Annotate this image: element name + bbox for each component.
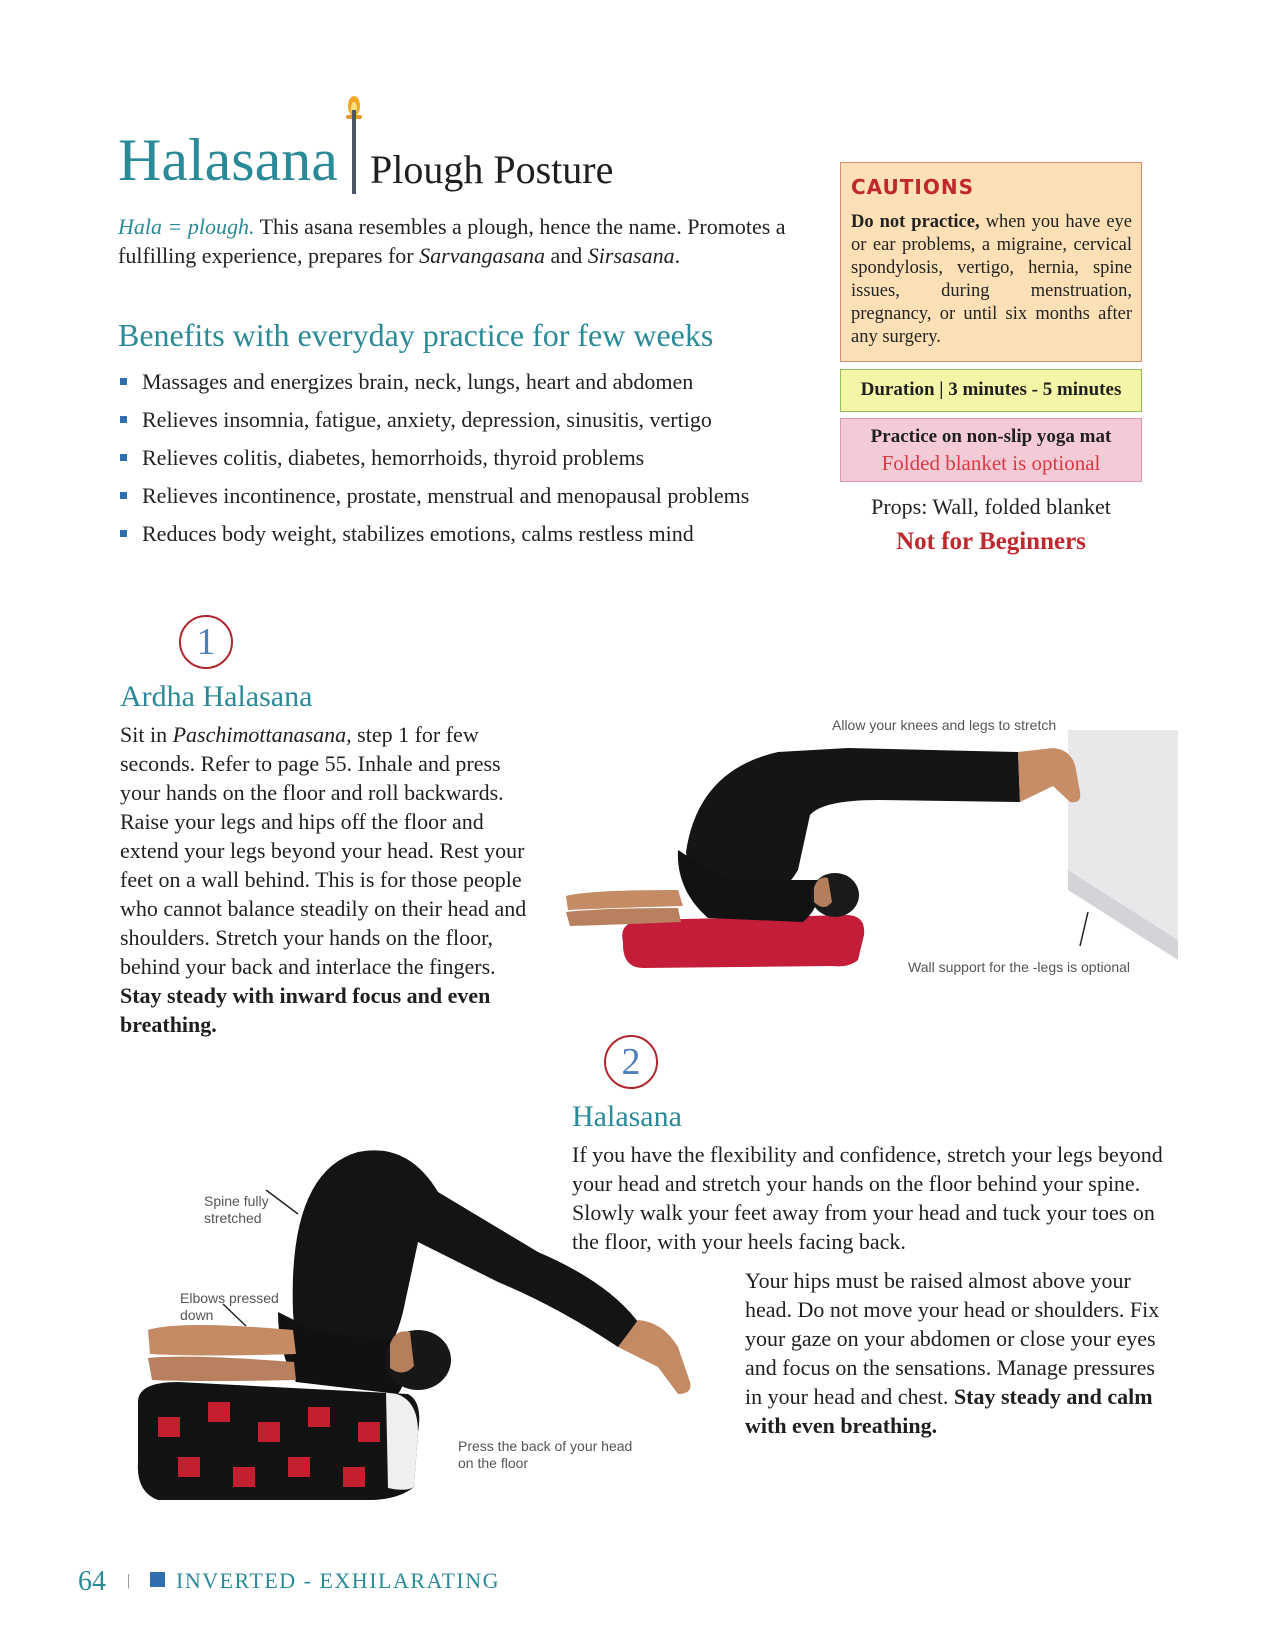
step-1-pose: Paschimottanasana,	[172, 722, 352, 747]
benefit-item	[118, 520, 818, 558]
step-1-text: Sit in	[120, 722, 173, 747]
step-1-instructions	[120, 720, 532, 1039]
cautions-bold: Do not practice,	[851, 212, 980, 232]
cautions-text	[851, 211, 1132, 349]
bullet-square-icon	[120, 454, 127, 461]
benefit-item	[118, 482, 818, 520]
step-2-marker: 2	[604, 1035, 658, 1089]
caption-spine-stretched: Spine fully stretched	[204, 1193, 269, 1226]
intro-pose-1: Sarvangasana	[419, 243, 546, 268]
page-number: 64	[78, 1566, 106, 1597]
cautions-body: when you have eye or ear problems, a migraine, cervical spondylosis, vertigo, hernia, spine issues, during menstruation, pregnancy, or until six months after any surgery.	[851, 212, 1132, 347]
caption-knees-stretch: Allow your knees and legs to stretch	[832, 717, 1057, 733]
step-2-title: Halasana	[572, 1100, 682, 1133]
step-1-title: Ardha Halasana	[120, 680, 313, 713]
footer-separator: |	[127, 1572, 131, 1589]
benefit-text: Relieves colitis, diabetes, hemorrhoids, thyroid problems	[142, 445, 645, 470]
benefits-list	[118, 368, 818, 558]
step-2-details-text: Your hips must be raised almost above your head. Do not move your head or shoulders. Fix your gaze on your abdomen or close your eyes and focus on the sensations. Manage pressures in your head and chest.	[745, 1268, 1160, 1409]
beginner-warning: Not for Beginners	[896, 528, 1086, 555]
intro-text: This asana resembles a plough, hence the name. Promotes a fulfilling experience, prepares for	[118, 214, 786, 268]
section-name: INVERTED - EXHILARATING	[176, 1568, 501, 1593]
benefit-item	[118, 444, 818, 482]
benefit-text: Relieves insomnia, fatigue, anxiety, depression, sinusitis, vertigo	[142, 407, 712, 432]
intro-text: .	[674, 243, 681, 268]
bullet-square-icon	[120, 530, 127, 537]
blanket-note: Folded blanket is optional	[881, 451, 1101, 475]
bullet-square-icon	[120, 416, 127, 423]
step-2-bold: Stay steady and calm with even breathing.	[745, 1384, 1153, 1438]
props-text: Props: Wall, folded blanket	[871, 494, 1111, 519]
benefit-text: Relieves incontinence, prostate, menstrual and menopausal problems	[142, 483, 750, 508]
benefit-text: Massages and energizes brain, neck, lungs, heart and abdomen	[142, 369, 694, 394]
title-divider	[352, 110, 356, 194]
intro-highlight: Hala = plough.	[118, 214, 255, 239]
benefits-heading: Benefits with everyday practice for few weeks	[118, 317, 714, 353]
cautions-title: CAUTIONS	[851, 175, 975, 199]
intro-paragraph	[118, 212, 808, 270]
caption-wall-support: Wall support for the -legs is optional	[908, 959, 1131, 975]
page-title: Halasana	[118, 127, 338, 193]
mat-requirement: Practice on non-slip yoga mat	[870, 426, 1112, 447]
benefit-text: Reduces body weight, stabilizes emotions, calms restless mind	[142, 521, 694, 546]
benefit-item	[118, 368, 818, 406]
step-1-text: step 1 for few seconds. Refer to page 55. Inhale and press your hands on the floor and roll backwards. Raise your legs and hips off the floor and extend your legs beyond your head. Rest your feet on a wall behind. This is for those people who cannot balance steadily on their head and shoulders. Stretch your hands on the floor, behind your back and interlace the fingers.	[120, 722, 527, 979]
duration-box: Duration | 3 minutes - 5 minutes	[840, 369, 1142, 412]
page-subtitle: Plough Posture	[370, 147, 614, 192]
step-2-instructions: If you have the flexibility and confidence, stretch your legs beyond your head and stretch your hands on the floor behind your spine. Slowly walk your feet away from your head and tuck your toes on the floor, with your heels facing back.	[572, 1142, 1163, 1254]
caption-press-head: Press the back of your head on the floor	[458, 1438, 633, 1471]
benefit-item	[118, 406, 818, 444]
section-square-icon	[150, 1572, 165, 1587]
step-1-bold: Stay steady with inward focus and even breathing.	[120, 983, 491, 1037]
mat-box	[840, 418, 1142, 482]
caption-elbows-pressed: Elbows pressed down	[180, 1290, 279, 1323]
step-1-marker: 1	[179, 615, 233, 669]
bullet-square-icon	[120, 492, 127, 499]
step-2-details	[745, 1266, 1165, 1440]
intro-text: and	[545, 243, 588, 268]
bullet-square-icon	[120, 378, 127, 385]
intro-pose-2: Sirsasana	[587, 243, 675, 268]
cautions-box	[840, 162, 1142, 362]
